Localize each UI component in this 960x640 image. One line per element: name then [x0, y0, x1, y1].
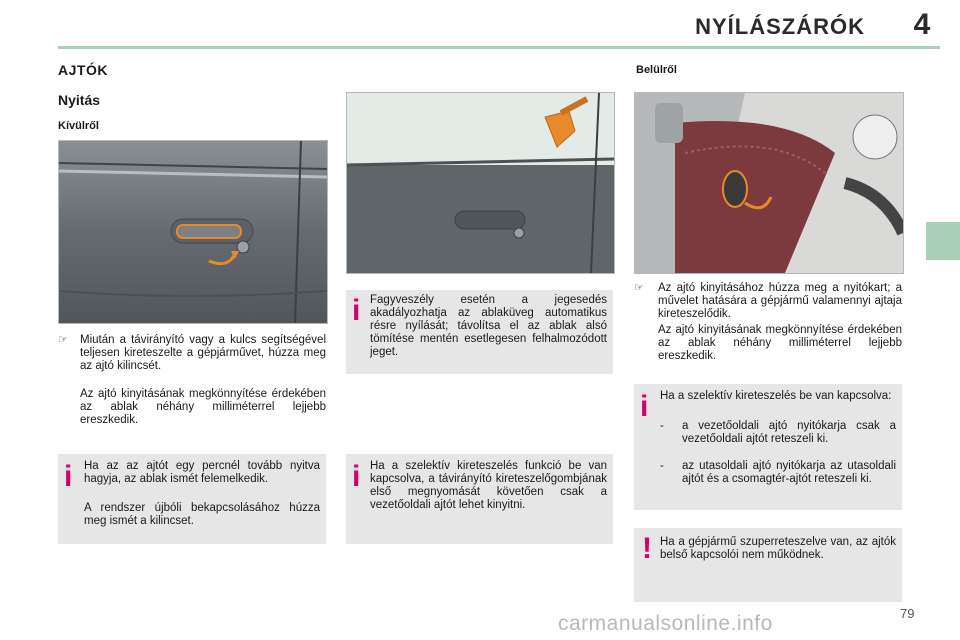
interior-para-1: Az ajtó kinyitásához húzza meg a nyitókart; a művelet hatására a gépjármű valamennyi ajtaja kireteszelődik.: [658, 282, 902, 320]
superlock-warning-text: Ha a gépjármű szuperreteszelve van, az ajtók belső kapcsolói nem működnek.: [660, 536, 896, 561]
info-icon: i: [352, 294, 361, 327]
selective-doors-intro: Ha a szelektív kireteszelés be van kapcsolva:: [660, 390, 892, 402]
frost-info-text: Fagyveszély esetén a jegesedés akadályozhatja az ablaküveg automatikus résre nyílását; távolítsa el az ablak alsó tömítése mentén esetlegesen felhalmozódott jeget.: [370, 294, 607, 358]
window-info-box: [58, 454, 326, 544]
exterior-para-2: Az ajtó kinyitásának megkönnyítése érdekében az ablak néhány milliméterrel lejjebb ereszkedik.: [80, 388, 326, 426]
selective-unlock-info-box: [346, 454, 613, 544]
ice-scraper-figure: [346, 92, 615, 274]
outside-heading: Kívülről: [58, 120, 99, 132]
chapter-number: 4: [913, 8, 931, 41]
info-icon: i: [64, 460, 73, 493]
header-rule: [58, 46, 940, 49]
info-icon: i: [352, 460, 361, 493]
chapter-title: NYÍLÁSZÁRÓK: [695, 14, 865, 39]
exterior-handle-figure: [58, 140, 328, 324]
selective-doors-item-2: az utasoldali ajtó nyitókarja az utasoldali ajtót és a csomagtér-ajtót reteszeli ki.: [682, 460, 896, 485]
pointer-bullet-icon: ☞: [634, 282, 644, 294]
info-para-1: Ha az az ajtót egy percnél tovább nyitva hagyja, az ablak ismét felemelkedik.: [84, 460, 320, 485]
frost-info-box: [346, 290, 613, 374]
watermark: carmanualsonline.info: [558, 612, 773, 635]
selective-unlock-info-text: Ha a szelektív kireteszelés funkció be van kapcsolva, a távirányító kireteszelőgombjának első megnyomását követően csak a vezetőoldali ajtót lehet kinyitni.: [370, 460, 607, 511]
chapter-side-tab: [926, 222, 960, 260]
inside-heading: Belülről: [636, 64, 677, 76]
list-dash: -: [660, 460, 664, 472]
info-para-2: A rendszer újbóli bekapcsolásához húzza meg ismét a kilincset.: [84, 502, 320, 527]
warning-icon: !: [642, 532, 652, 565]
section-heading: AJTÓK: [58, 62, 108, 78]
list-dash: -: [660, 420, 664, 432]
interior-opener-figure: [634, 92, 904, 274]
superlock-warning-box: [634, 528, 902, 602]
info-icon: i: [640, 390, 649, 423]
exterior-para-1: Miután a távirányító vagy a kulcs segítségével teljesen kireteszelte a gépjárművet, húzza meg az ajtó kilincsét.: [80, 334, 326, 372]
pointer-bullet-icon: ☞: [58, 334, 68, 346]
subsection-heading: Nyitás: [58, 92, 101, 108]
selective-doors-item-1: a vezetőoldali ajtó nyitókarja csak a vezetőoldali ajtót reteszeli ki.: [682, 420, 896, 445]
selective-doors-info-box: [634, 384, 902, 510]
interior-para-2: Az ajtó kinyitásának megkönnyítése érdekében az ablak néhány milliméterrel lejjebb ereszkedik.: [658, 324, 902, 362]
page-number: 79: [900, 606, 915, 621]
